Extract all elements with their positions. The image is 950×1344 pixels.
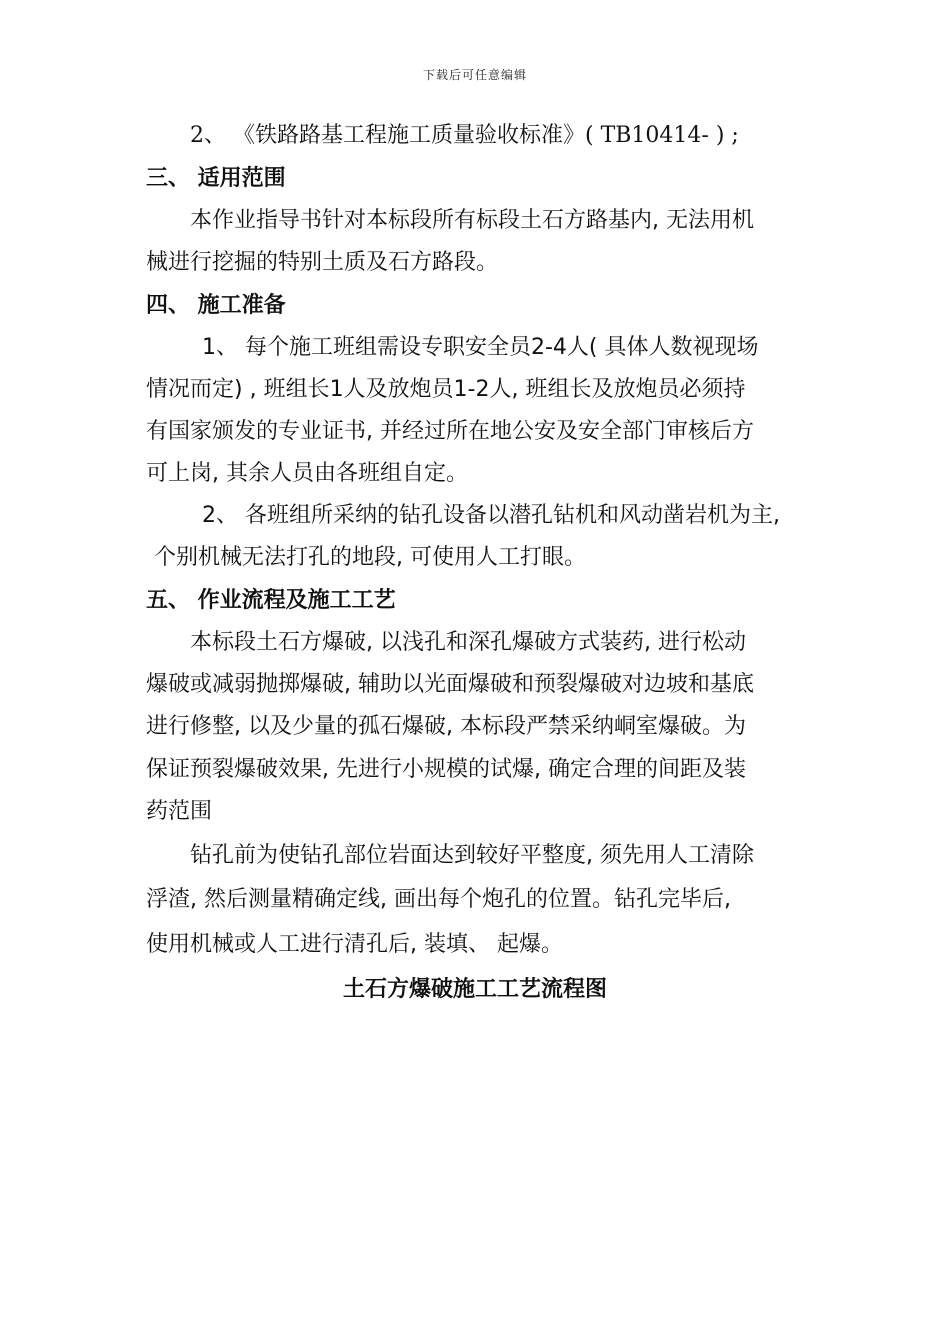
section-3-para-line-1: 本作业指导书针对本标段所有标段土石方路基内, 无法用机: [190, 208, 754, 233]
section-5-para-1-line-3: 进行修整, 以及少量的孤石爆破, 本标段严禁采纳峒室爆破。为: [146, 714, 746, 739]
section-4-item-1-line-1: 1、 每个施工班组需设专职安全员2-4人( 具体人数视现场: [202, 335, 759, 360]
section-3-para-line-2: 械进行挖掘的特别土质及石方路段。: [146, 250, 499, 275]
page-header: 下载后可任意编辑: [422, 68, 527, 82]
section-5-para-2-line-1: 钻孔前为使钻孔部位岩面达到较好平整度, 须先用人工清除: [190, 843, 754, 868]
section-4-item-2-line-1: 2、 各班组所采纳的钻孔设备以潜孔钻机和风动凿岩机为主,: [202, 503, 780, 528]
section-4-item-1-line-2: 情况而定) , 班组长1人及放炮员1-2人, 班组长及放炮员必须持: [146, 377, 746, 402]
figure-caption: 土石方爆破施工工艺流程图: [342, 977, 607, 1002]
section-4-title: 四、 施工准备: [146, 293, 286, 318]
section-5-title: 五、 作业流程及施工工艺: [146, 588, 396, 613]
section-4-item-2-line-2: 个别机械无法打孔的地段, 可使用人工打眼。: [154, 545, 586, 570]
section-5-para-1-line-5: 药范围: [146, 799, 213, 824]
section-5-para-1-line-2: 爆破或减弱抛掷爆破, 辅助以光面爆破和预裂爆破对边坡和基底: [146, 672, 754, 697]
section-4-item-1-line-4: 可上岗, 其余人员由各班组自定。: [146, 461, 468, 486]
section-5-para-2-line-3: 使用机械或人工进行清孔后, 装填、 起爆。: [146, 932, 563, 957]
section-5-para-1-line-1: 本标段土石方爆破, 以浅孔和深孔爆破方式装药, 进行松动: [190, 630, 746, 655]
section-5-para-2-line-2: 浮渣, 然后测量精确定线, 画出每个炮孔的位置。钻孔完毕后,: [146, 887, 731, 912]
reference-item-2: 2、 《铁路路基工程施工质量验收标准》( TB10414- ) ;: [190, 123, 739, 148]
section-4-item-1-line-3: 有国家颁发的专业证书, 并经过所在地公安及安全部门审核后方: [146, 419, 754, 444]
section-3-title: 三、 适用范围: [146, 166, 286, 191]
section-5-para-1-line-4: 保证预裂爆破效果, 先进行小规模的试爆, 确定合理的间距及装: [146, 757, 746, 782]
